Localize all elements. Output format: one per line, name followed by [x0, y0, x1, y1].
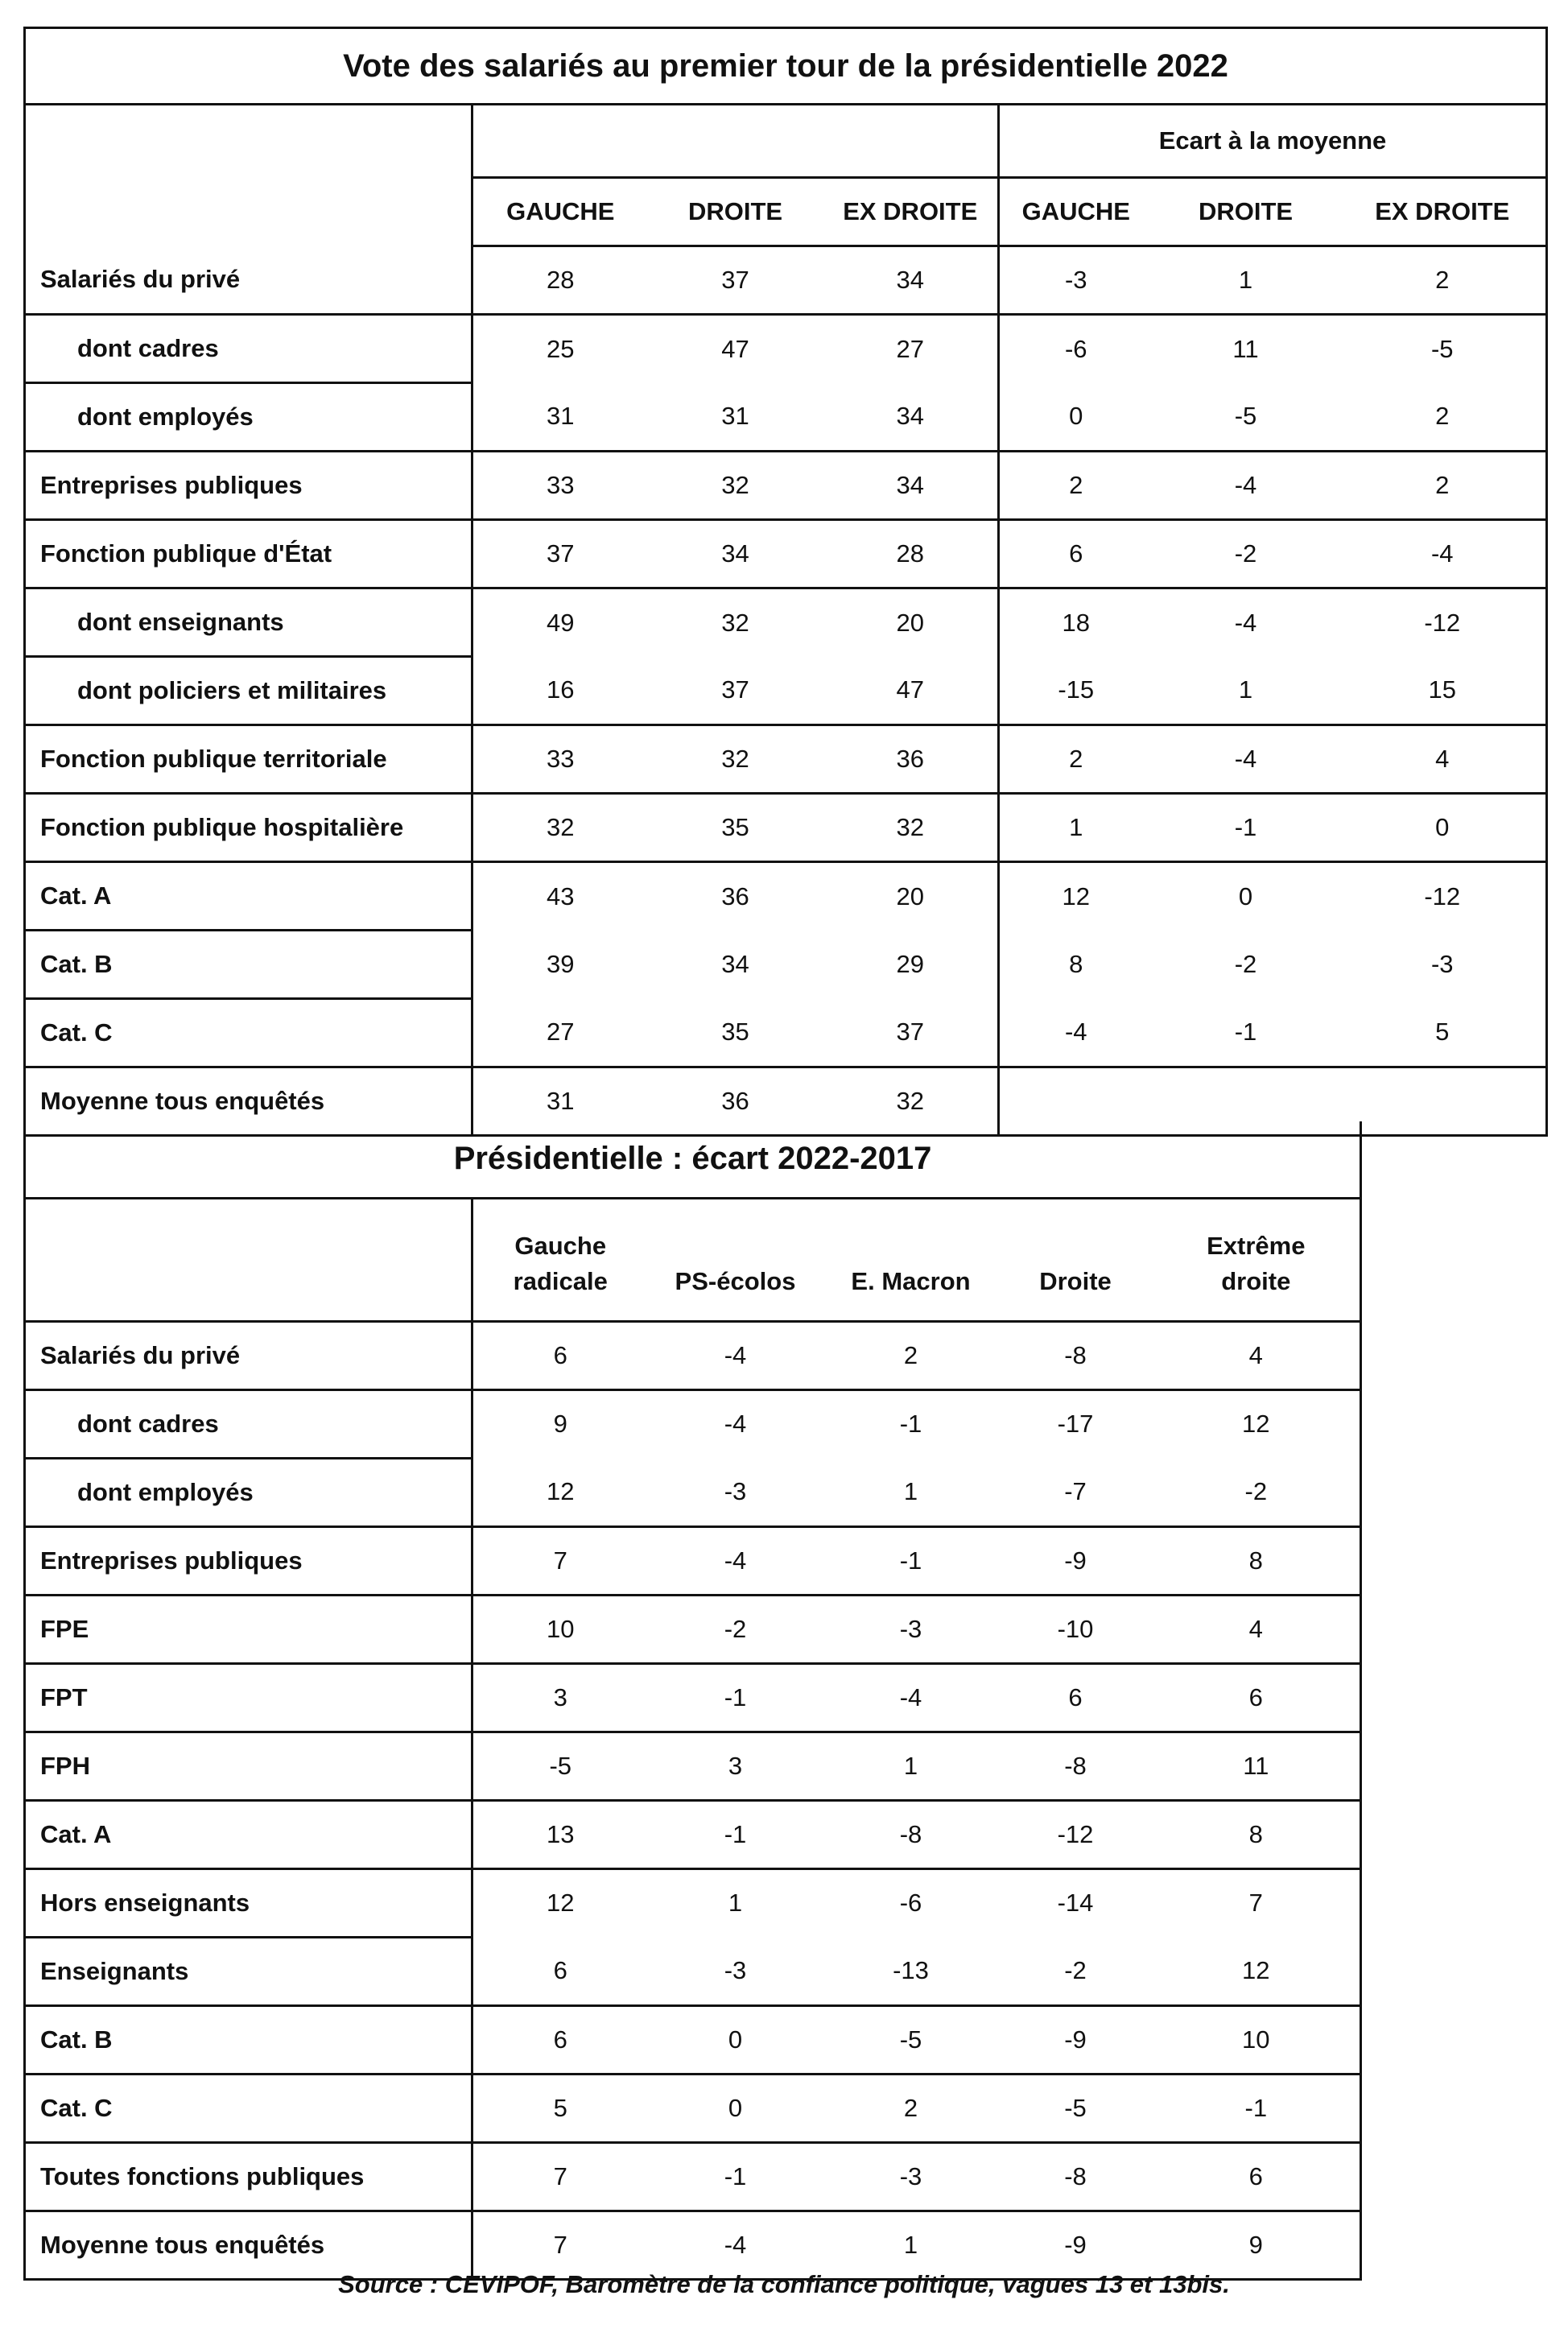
table-cell: 12 [1062, 881, 1090, 910]
table2-title: Présidentielle : écart 2022-2017 [25, 1121, 1361, 1198]
table-ecart-2022-2017 [23, 1121, 1362, 2281]
table-cell: 8 [1153, 1526, 1361, 1595]
table-row [25, 2074, 1361, 2142]
row-label: Moyenne tous enquêtés [25, 2211, 472, 2279]
table-row [25, 1868, 1361, 1937]
row-label: dont enseignants [25, 588, 472, 657]
row-label: Entreprises publiques [25, 1526, 472, 1595]
row-label: Fonction publique hospitalière [25, 794, 472, 862]
table-cell: -1 [1153, 794, 1339, 862]
column-header-line2: droite [1221, 1266, 1291, 1295]
table-cell: 6 [1153, 2142, 1361, 2211]
table-cell: 8 [1069, 950, 1083, 978]
table-row [25, 725, 1547, 794]
table-cell: 25 [547, 334, 575, 363]
row-label: Fonction publique territoriale [25, 725, 472, 794]
table-cell: 27 [472, 999, 648, 1067]
column-header-line2: E. Macron [851, 1266, 971, 1295]
table-cell: 1 [823, 2211, 999, 2279]
table-cell: 9 [553, 1410, 567, 1439]
table-cell: 4 [1339, 725, 1547, 794]
table-cell: 11 [1153, 1732, 1361, 1800]
table-cell: 6 [472, 1937, 648, 2005]
table-cell: -1 [1153, 999, 1339, 1067]
table-cell: 2 [1339, 246, 1547, 315]
table-cell: 34 [823, 452, 999, 520]
table-cell [1339, 1067, 1547, 1136]
table-cell: 5 [472, 2074, 648, 2142]
table-cell: -3 [823, 1595, 999, 1663]
table-cell: 36 [648, 1067, 823, 1136]
row-label: Cat. A [25, 1800, 472, 1868]
table-row [25, 1321, 1361, 1389]
table-cell: 37 [823, 999, 999, 1067]
table-cell: 32 [648, 725, 823, 794]
table-cell: 7 [472, 2211, 648, 2279]
table-cell: -6 [899, 1889, 922, 1918]
table-cell: 35 [648, 794, 823, 862]
table2-corner [25, 1198, 472, 1321]
column-header [823, 1198, 999, 1321]
table-cell: -9 [999, 2005, 1153, 2074]
table-cell: -4 [648, 1526, 823, 1595]
table-cell: -1 [648, 1800, 823, 1868]
table-cell: 0 [648, 2005, 823, 2074]
table-cell: 10 [472, 1595, 648, 1663]
table-cell: 2 [1339, 452, 1547, 520]
row-label: Cat. A [25, 862, 472, 931]
table-cell: 34 [721, 950, 749, 978]
table-cell: 32 [648, 452, 823, 520]
column-header-line2: PS-écolos [675, 1266, 796, 1295]
table-cell: -2 [999, 1937, 1153, 2005]
row-label: Toutes fonctions publiques [25, 2142, 472, 2211]
table-cell: 7 [1153, 1868, 1361, 1937]
row-label: Cat. C [25, 2074, 472, 2142]
table-cell: -1 [648, 1663, 823, 1732]
table-cell: -2 [1153, 520, 1339, 588]
table1-corner [25, 105, 472, 246]
table-cell: 32 [472, 794, 648, 862]
table-row [25, 588, 1547, 657]
table-cell: 37 [472, 520, 648, 588]
table-cell: -4 [648, 2211, 823, 2279]
table-cell: 32 [823, 794, 999, 862]
table-cell: 34 [823, 246, 999, 315]
row-label: Cat. B [25, 931, 472, 999]
source-note: Source : CEVIPOF, Baromètre de la confiance politique, vagues 13 et 13bis. [338, 2270, 1230, 2298]
table-cell: 34 [823, 383, 999, 452]
column-header: GAUCHE [472, 178, 648, 246]
table-cell: -3 [999, 246, 1153, 315]
table-cell: 18 [1062, 608, 1090, 637]
column-header-line1 [999, 1228, 1153, 1264]
table-row [25, 1732, 1361, 1800]
table-cell: -12 [999, 1800, 1153, 1868]
table-cell: -12 [1339, 588, 1547, 657]
table-cell: -4 [1234, 608, 1257, 637]
table-row [25, 794, 1547, 862]
table-row [25, 999, 1547, 1067]
table-cell: 32 [721, 608, 749, 637]
table1-empty-group [472, 105, 999, 178]
table2-body [25, 1321, 1361, 2279]
row-label: Salariés du privé [25, 1321, 472, 1389]
table-cell: -14 [1057, 1889, 1094, 1918]
table-cell: 0 [1238, 881, 1253, 910]
table-row [25, 1937, 1361, 2005]
table1-group-header: Ecart à la moyenne [999, 105, 1547, 178]
table-cell: -6 [1064, 334, 1087, 363]
table-cell: -5 [999, 2074, 1153, 2142]
table-cell: 20 [823, 588, 999, 657]
table-row [25, 383, 1547, 452]
table-cell: 12 [1153, 1937, 1361, 2005]
table-cell: 2 [823, 1321, 999, 1389]
table-cell: -3 [1339, 931, 1547, 999]
table-cell: -2 [1234, 950, 1257, 978]
table-cell: -4 [1153, 452, 1339, 520]
table-cell: -8 [999, 1321, 1153, 1389]
table-cell: 2 [999, 452, 1153, 520]
table-cell: 3 [472, 1663, 648, 1732]
table-row [25, 315, 1547, 383]
table-cell: 6 [472, 1321, 648, 1389]
table-cell: -2 [648, 1595, 823, 1663]
table-cell: 2 [1339, 383, 1547, 452]
column-header-line1 [823, 1228, 999, 1264]
table-cell: 6 [999, 1663, 1153, 1732]
table-cell: 12 [1153, 1389, 1361, 1458]
row-label: Cat. B [25, 2005, 472, 2074]
table-cell: 1 [1153, 246, 1339, 315]
table-cell: 5 [1339, 999, 1547, 1067]
table1-title: Vote des salariés au premier tour de la présidentielle 2022 [25, 28, 1547, 105]
column-header: EX DROITE [1339, 178, 1547, 246]
row-label: Hors enseignants [25, 1868, 472, 1937]
table-cell: 27 [823, 315, 999, 383]
table-cell: 15 [1339, 657, 1547, 725]
table-cell: -8 [999, 2142, 1153, 2211]
table-cell: -5 [1153, 383, 1339, 452]
row-label: Salariés du privé [25, 246, 472, 315]
table-row [25, 1458, 1361, 1526]
table-cell: -3 [648, 1937, 823, 2005]
table-cell: 28 [472, 246, 648, 315]
row-label: dont employés [25, 1458, 472, 1526]
table-row [25, 452, 1547, 520]
row-label: dont employés [25, 383, 472, 452]
table-cell: 6 [472, 2005, 648, 2074]
table-cell: -17 [1057, 1410, 1094, 1439]
table-cell: -9 [999, 1526, 1153, 1595]
column-header-line2: radicale [513, 1266, 608, 1295]
table-row [25, 1389, 1361, 1458]
table-cell: 0 [1339, 794, 1547, 862]
row-label: Cat. C [25, 999, 472, 1067]
column-header: DROITE [1153, 178, 1339, 246]
table-cell: 1 [999, 794, 1153, 862]
table-cell: 7 [472, 2142, 648, 2211]
table-cell: 34 [648, 520, 823, 588]
table-cell: 16 [472, 657, 648, 725]
table-row [25, 1526, 1361, 1595]
table-cell: 11 [1232, 334, 1259, 363]
table-cell: 32 [823, 1067, 999, 1136]
column-header-line1 [648, 1228, 823, 1264]
table-cell: -4 [823, 1663, 999, 1732]
table-cell: 1 [728, 1889, 743, 1918]
column-header [648, 1198, 823, 1321]
table-cell: 1 [823, 1458, 999, 1526]
table-cell: -12 [1339, 862, 1547, 931]
table-row [25, 1663, 1361, 1732]
table-cell: 0 [648, 2074, 823, 2142]
table-cell: 37 [648, 657, 823, 725]
column-header: DROITE [648, 178, 823, 246]
table-cell: -15 [999, 657, 1153, 725]
table-cell: 47 [823, 657, 999, 725]
row-label: Entreprises publiques [25, 452, 472, 520]
row-label: Fonction publique d'État [25, 520, 472, 588]
table-row [25, 2211, 1361, 2279]
table-cell: 4 [1153, 1321, 1361, 1389]
column-header [472, 1198, 648, 1321]
table2-column-headers [25, 1198, 1361, 1321]
table-cell: 6 [1153, 1663, 1361, 1732]
column-header: GAUCHE [999, 178, 1153, 246]
table-cell: -1 [899, 1410, 922, 1439]
table-cell: -3 [648, 1458, 823, 1526]
table-cell: -8 [999, 1732, 1153, 1800]
column-header-line1: Gauche [514, 1231, 607, 1260]
table-cell: 37 [648, 246, 823, 315]
table-cell: -1 [823, 1526, 999, 1595]
table-row [25, 520, 1547, 588]
row-label: Enseignants [25, 1937, 472, 2005]
table-cell: 1 [1153, 657, 1339, 725]
table-cell: 13 [472, 1800, 648, 1868]
table-cell: -9 [999, 2211, 1153, 2279]
row-label: dont cadres [25, 315, 472, 383]
row-label: FPE [25, 1595, 472, 1663]
table-cell: -4 [1339, 520, 1547, 588]
table-row [25, 657, 1547, 725]
table-cell: 47 [721, 334, 749, 363]
table-cell: 36 [823, 725, 999, 794]
column-header-line2: Droite [1039, 1266, 1112, 1295]
table-cell: 0 [999, 383, 1153, 452]
table-cell: -10 [999, 1595, 1153, 1663]
table-cell: 31 [648, 383, 823, 452]
column-header: EX DROITE [823, 178, 999, 246]
table-cell: 2 [823, 2074, 999, 2142]
table-cell: 31 [472, 1067, 648, 1136]
table-cell: 33 [472, 725, 648, 794]
table1-body [25, 246, 1547, 1136]
table-cell: -1 [1153, 2074, 1361, 2142]
table-vote-2022 [23, 27, 1548, 1137]
table-cell: 29 [823, 931, 999, 999]
table-cell: 12 [472, 1458, 648, 1526]
table-cell: 4 [1153, 1595, 1361, 1663]
table-cell: 10 [1153, 2005, 1361, 2074]
table-cell: 3 [648, 1732, 823, 1800]
table-cell: 49 [547, 608, 575, 637]
table-cell: 28 [823, 520, 999, 588]
row-label: FPT [25, 1663, 472, 1732]
table-cell: 9 [1153, 2211, 1361, 2279]
table-row [25, 862, 1547, 931]
column-header-line1: Extrême [1207, 1231, 1306, 1260]
table-cell: -1 [648, 2142, 823, 2211]
row-label: dont cadres [25, 1389, 472, 1458]
table-cell: 1 [823, 1732, 999, 1800]
table-cell: 36 [721, 881, 749, 910]
table-row [25, 1800, 1361, 1868]
table-cell: -13 [823, 1937, 999, 2005]
table-cell: -5 [1339, 315, 1547, 383]
table-cell: -3 [823, 2142, 999, 2211]
table-cell: -7 [999, 1458, 1153, 1526]
table-cell: -5 [472, 1732, 648, 1800]
table-cell: -5 [823, 2005, 999, 2074]
table-row [25, 2142, 1361, 2211]
table-cell: -4 [999, 999, 1153, 1067]
table-row [25, 1595, 1361, 1663]
table-cell: 8 [1153, 1800, 1361, 1868]
table-row [25, 931, 1547, 999]
table-row [25, 2005, 1361, 2074]
table-cell: 7 [472, 1526, 648, 1595]
table-cell: 20 [823, 862, 999, 931]
column-header [1153, 1198, 1361, 1321]
row-label: Moyenne tous enquêtés [25, 1067, 472, 1136]
table-cell: 12 [547, 1889, 575, 1918]
table-cell: -8 [823, 1800, 999, 1868]
column-header [999, 1198, 1153, 1321]
table-cell: 35 [648, 999, 823, 1067]
table-cell: -2 [1153, 1458, 1361, 1526]
table-cell: -4 [724, 1410, 747, 1439]
table-cell: 39 [547, 950, 575, 978]
table-cell: 31 [472, 383, 648, 452]
table-cell: 33 [472, 452, 648, 520]
table-cell: 6 [999, 520, 1153, 588]
table-cell: -4 [1153, 725, 1339, 794]
row-label: FPH [25, 1732, 472, 1800]
row-label: dont policiers et militaires [25, 657, 472, 725]
table-row [25, 246, 1547, 315]
table-cell: 43 [547, 881, 575, 910]
table-cell: 2 [999, 725, 1153, 794]
table-cell: -4 [648, 1321, 823, 1389]
